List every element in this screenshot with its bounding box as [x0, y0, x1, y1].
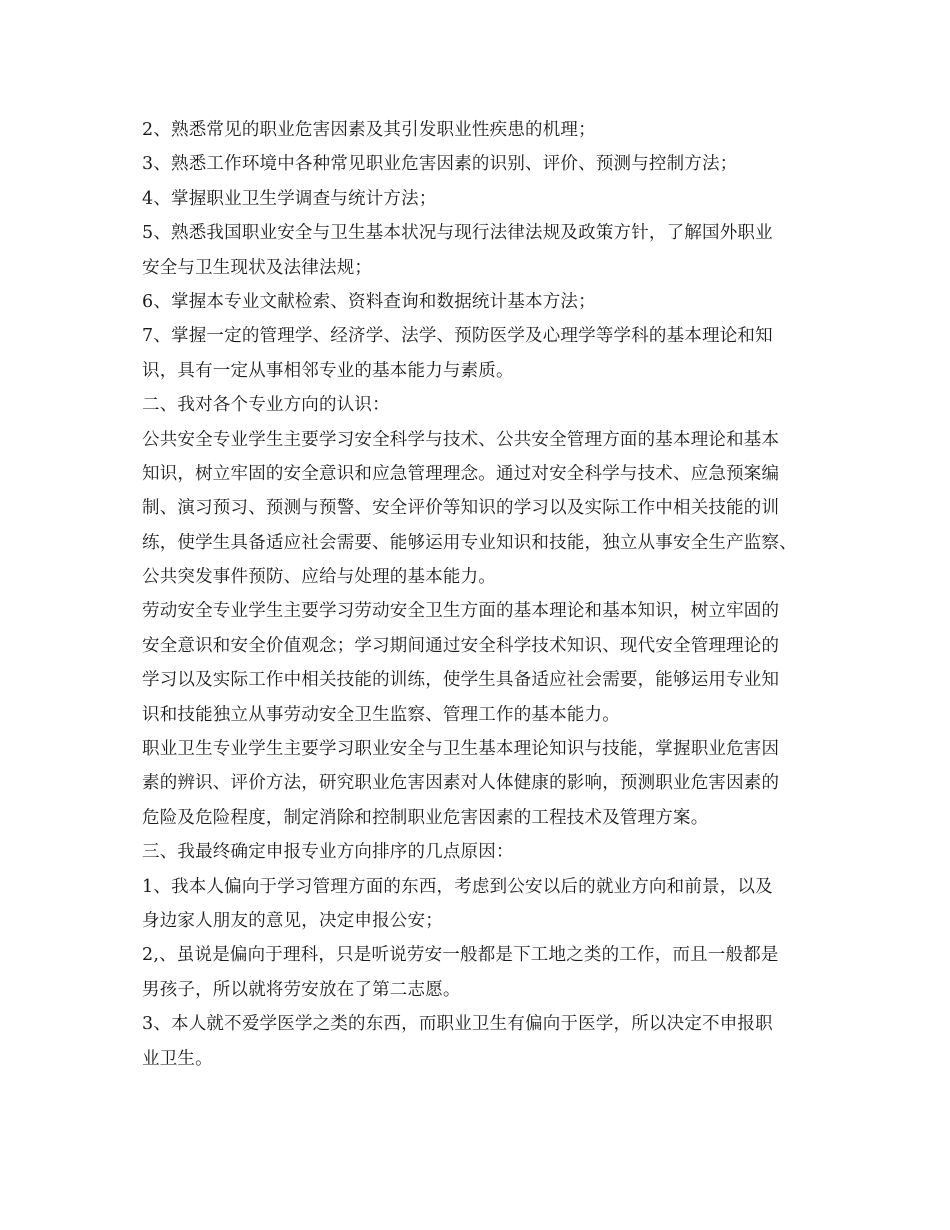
- section-heading: 二、我对各个专业方向的认识：: [142, 395, 390, 416]
- section-heading: 三、我最终确定申报专业方向排序的几点原因：: [142, 842, 514, 863]
- text-line: 2,、虽说是偏向于理科，只是听说劳安一般都是下工地之类的工作，而且一般都是: [142, 945, 779, 966]
- text-line: 职业卫生专业学生主要学习职业安全与卫生基本理论知识与技能，掌握职业危害因: [142, 739, 780, 760]
- text-line: 学习以及实际工作中相关技能的训练，使学生具备适应社会需要，能够运用专业知: [142, 670, 780, 691]
- text-line: 身边家人朋友的意见，决定申报公安；: [142, 910, 443, 931]
- text-line: 男孩子，所以就将劳安放在了第二志愿。: [142, 979, 461, 1000]
- text-line: 2、熟悉常见的职业危害因素及其引发职业性疾患的机理；: [142, 120, 596, 140]
- document-body: [142, 113, 822, 1076]
- text-line: 危险及危险程度，制定消除和控制职业危害因素的工程技术及管理方案。: [142, 807, 709, 828]
- text-line: 4、掌握职业卫生学调查与统计方法；: [142, 188, 437, 209]
- text-line: 7、掌握一定的管理学、经济学、法学、预防医学及心理学等学科的基本理论和知: [142, 326, 773, 347]
- text-line: 安全意识和安全价值观念；学习期间通过安全科学技术知识、现代安全管理理论的: [142, 635, 780, 656]
- text-line: 业卫生。: [142, 1048, 213, 1069]
- text-line: 3、本人就不爱学医学之类的东西，而职业卫生有偏向于医学，所以决定不申报职: [142, 1014, 773, 1035]
- text-line: 制、演习预习、预测与预警、安全评价等知识的学习以及实际工作中相关技能的训: [142, 498, 780, 519]
- text-line: 识和技能独立从事劳动安全卫生监察、管理工作的基本能力。: [142, 704, 620, 725]
- text-line: 素的辨识、评价方法，研究职业危害因素对人体健康的影响，预测职业危害因素的: [142, 773, 780, 794]
- text-line: 公共突发事件预防、应给与处理的基本能力。: [142, 567, 496, 588]
- text-line: 练，使学生具备适应社会需要、能够运用专业知识和技能，独立从事安全生产监察、: [142, 532, 797, 553]
- text-line: 1、我本人偏向于学习管理方面的东西，考虑到公安以后的就业方向和前景，以及: [142, 876, 773, 897]
- text-line: 识，具有一定从事相邻专业的基本能力与素质。: [142, 360, 514, 381]
- text-line: 安全与卫生现状及法律法规；: [142, 257, 373, 278]
- text-line: 6、掌握本专业文献检索、资料查询和数据统计基本方法；: [142, 291, 596, 312]
- text-line: 3、熟悉工作环境中各种常见职业危害因素的识别、评价、预测与控制方法；: [142, 154, 738, 175]
- text-line: 公共安全专业学生主要学习安全科学与技术、公共安全管理方面的基本理论和基本: [142, 429, 780, 450]
- text-line: 5、熟悉我国职业安全与卫生基本状况与现行法律法规及政策方针，了解国外职业: [142, 223, 773, 244]
- text-line: 知识，树立牢固的安全意识和应急管理理念。通过对安全科学与技术、应急预案编: [142, 463, 780, 484]
- text-line: 劳动安全专业学生主要学习劳动安全卫生方面的基本理论和基本知识，树立牢固的: [142, 601, 780, 622]
